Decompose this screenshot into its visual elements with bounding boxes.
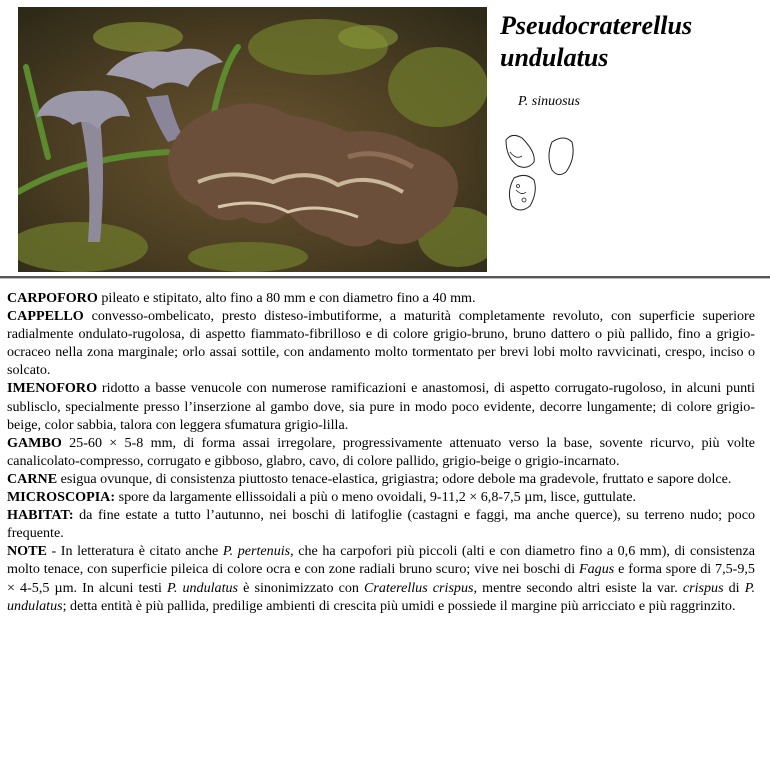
section-imenoforo	[7, 379, 755, 433]
section-carpoforo	[7, 289, 755, 307]
habitat-text-0: HABITAT:	[7, 507, 74, 524]
note-text-6: P. undulatus	[167, 579, 239, 596]
note-text-5: e forma spore di 7,5-9,5 × 4-5,5 µm. In alcuni testi	[7, 561, 755, 596]
spore-drawing-icon	[502, 130, 582, 220]
note-text-3: , che ha carpofori più piccoli (alti e con diametro fino a 0,6 mm), di consistenza molto tenace, con superficie pileica di colore ocra e con zone radiali bruno scuro; vive nei boschi di	[7, 543, 755, 578]
note-text-2: P. pertenuis	[222, 543, 291, 560]
mushroom-photo-drawing	[18, 7, 487, 272]
cappello-text-0: CAPPELLO	[7, 308, 84, 325]
carpoforo-text-1: pileato e stipitato, alto fino a 80 mm e con diametro fino a 40 mm.	[97, 290, 476, 306]
microscopia-text-1: spore da largamente ellissoidali a più o meno ovoidali, 9-11,2 × 6,8-7,5 µm, lisce, guttulate.	[115, 489, 637, 506]
gambo-text-1: 25-60 × 5-8 mm, di forma assai irregolare, progressivamente attenuato verso la base, sovente ricurvo, più volte canalicolato-compresso, corrugato e gibboso, glabro, cavo, di colore pallido, grigio-beige o grigio-incarnato.	[7, 434, 755, 469]
microscopia-text-0: MICROSCOPIA:	[7, 489, 116, 506]
note-text-11: di	[723, 579, 745, 596]
note-text-7: è sinonimizzato con	[238, 579, 365, 596]
imenoforo-text-1: ridotto a basse venucole con numerose ramificazioni e anastomosi, di aspetto corrugato-rugoloso, in alcuni punti sublisclo, specialmente presso l’inserzione al gambo dove, sia pure in modo poco evidente, decorre lungamente; di colore grigio-beige, color sabbia, talora con leggera sfumatura grigio-lilla.	[7, 380, 755, 433]
species-title	[500, 10, 765, 74]
section-habitat	[7, 506, 755, 542]
carne-text-1: esigua ovunque, di consistenza piuttosto tenace-elastica, grigiastra; odore debole ma gradevole, fruttato e sapore dolce.	[57, 470, 732, 487]
carne-text-0: CARNE	[7, 470, 58, 487]
note-text-12: P. undulatus	[7, 579, 756, 614]
section-divider	[0, 276, 770, 279]
note-text-0: NOTE	[7, 543, 47, 560]
species-description	[7, 289, 755, 615]
note-text-8: Craterellus crispus	[364, 579, 474, 596]
habitat-text-1: da fine estate a tutto l’autunno, nei boschi di latifoglie (castagni e faggi, ma anche querce), su terreno nudo; poco frequente.	[7, 507, 755, 542]
synonym-label: P. sinuosus	[518, 94, 580, 109]
genus-name: Pseudocraterellus	[500, 11, 693, 40]
section-carne	[7, 470, 755, 488]
section-microscopia	[7, 488, 755, 506]
note-text-1: - In letteratura è citato anche	[46, 543, 223, 560]
note-text-4: Fagus	[579, 561, 615, 578]
note-text-13: ; detta entità è più pallida, predilige ambienti di crescita più umidi e possiede il margine più arricciato e più raggrinzito.	[62, 597, 736, 614]
carpoforo-text-0: CARPOFORO	[7, 290, 98, 306]
note-text-10: crispus	[682, 579, 724, 596]
species-epithet: undulatus	[500, 43, 609, 72]
note-text-9: , mentre secondo altri esiste la var.	[473, 579, 683, 596]
cappello-text-1: convesso-ombelicato, presto disteso-imbutiforme, a maturità completamente revoluto, con superficie superiore radialmente ondulato-rugolosa, di aspetto fiammato-fibrilloso e di colore grigio-bruno, bruno dattero o più pallido, fino a grigio-ocraceo nella zona marginale; orlo assai sottile, con andamento molto tormentato per brevi lobi molto ravvicinati, crespo, inciso o solcato.	[7, 308, 755, 379]
mushroom-photo	[18, 7, 487, 272]
section-cappello	[7, 307, 755, 379]
section-note	[7, 542, 755, 614]
imenoforo-text-0: IMENOFORO	[7, 380, 98, 397]
section-gambo	[7, 434, 755, 470]
gambo-text-0: GAMBO	[7, 434, 62, 451]
